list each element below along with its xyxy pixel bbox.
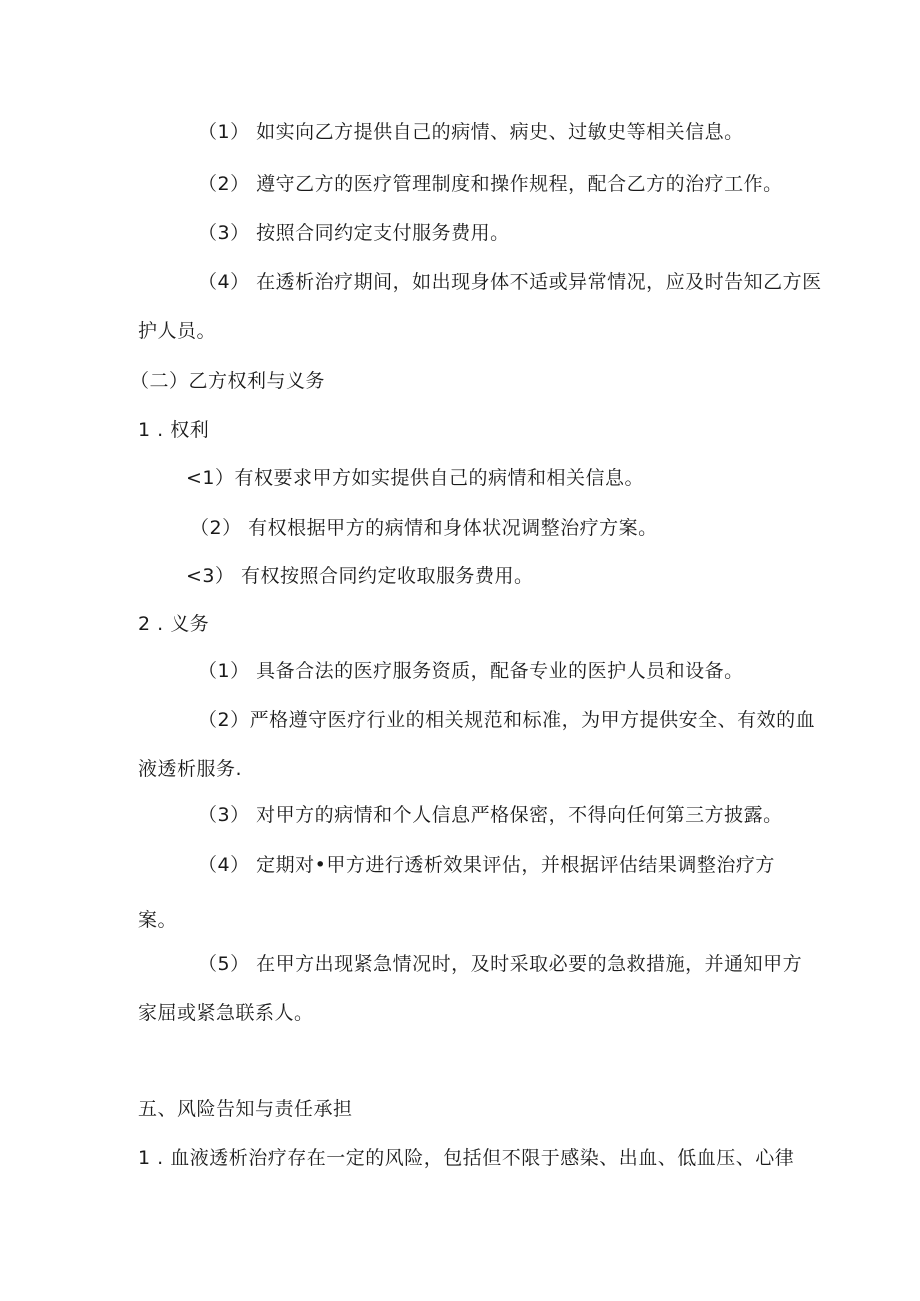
party-b-obligation-4: （4） 定期对•甲方进行透析效果评估，并根据评估结果调整治疗方 <box>198 854 775 876</box>
section-heading-risk: 五、风险告知与责任承担 <box>138 1098 353 1120</box>
party-b-right-1: <1）有权要求甲方如实提供自己的病情和相关信息。 <box>186 467 645 489</box>
party-b-right-2: （2） 有权根据甲方的病情和身体状况调整治疗方案。 <box>190 517 658 539</box>
party-a-obligation-4: （4） 在透析治疗期间，如出现身体不适或异常情况，应及时告知乙方医 <box>198 271 822 293</box>
party-b-obligation-5-cont: 家屈或紧急联系人。 <box>138 1002 314 1024</box>
section-heading-party-b: （二）乙方权利与义务 <box>130 370 326 392</box>
subheading-rights: 1 . 权利 <box>138 419 210 441</box>
party-b-obligation-2: （2）严格遵守医疗行业的相关规范和标准，为甲方提供安全、有效的血 <box>198 709 816 731</box>
party-b-obligation-1: （1） 具备合法的医疗服务资质，配备专业的医护人员和设备。 <box>198 660 744 682</box>
party-a-obligation-2: （2） 遵守乙方的医疗管理制度和操作规程，配合乙方的治疗工作。 <box>198 173 783 195</box>
party-b-obligation-3: （3） 对甲方的病情和个人信息严格保密，不得向任何第三方披露。 <box>198 804 783 826</box>
party-b-right-3: <3） 有权按照合同约定收取服务费用。 <box>186 565 534 587</box>
party-b-obligation-2-cont: 液透析服务. <box>138 758 243 780</box>
party-a-obligation-4-cont: 护人员。 <box>138 320 217 342</box>
party-b-obligation-5: （5） 在甲方出现紧急情况时，及时采取必要的急救措施，并通知甲方 <box>198 953 803 975</box>
subheading-obligations: 2 . 义务 <box>138 613 210 635</box>
party-b-obligation-4-cont: 案。 <box>138 909 178 931</box>
party-a-obligation-3: （3） 按照合同约定支付服务费用。 <box>198 222 510 244</box>
party-a-obligation-1: （1） 如实向乙方提供自己的病情、病史、过敏史等相关信息。 <box>198 121 744 143</box>
risk-item-1: 1 . 血液透析治疗存在一定的风险，包括但不限于感染、出血、低血压、心律 <box>138 1147 795 1169</box>
